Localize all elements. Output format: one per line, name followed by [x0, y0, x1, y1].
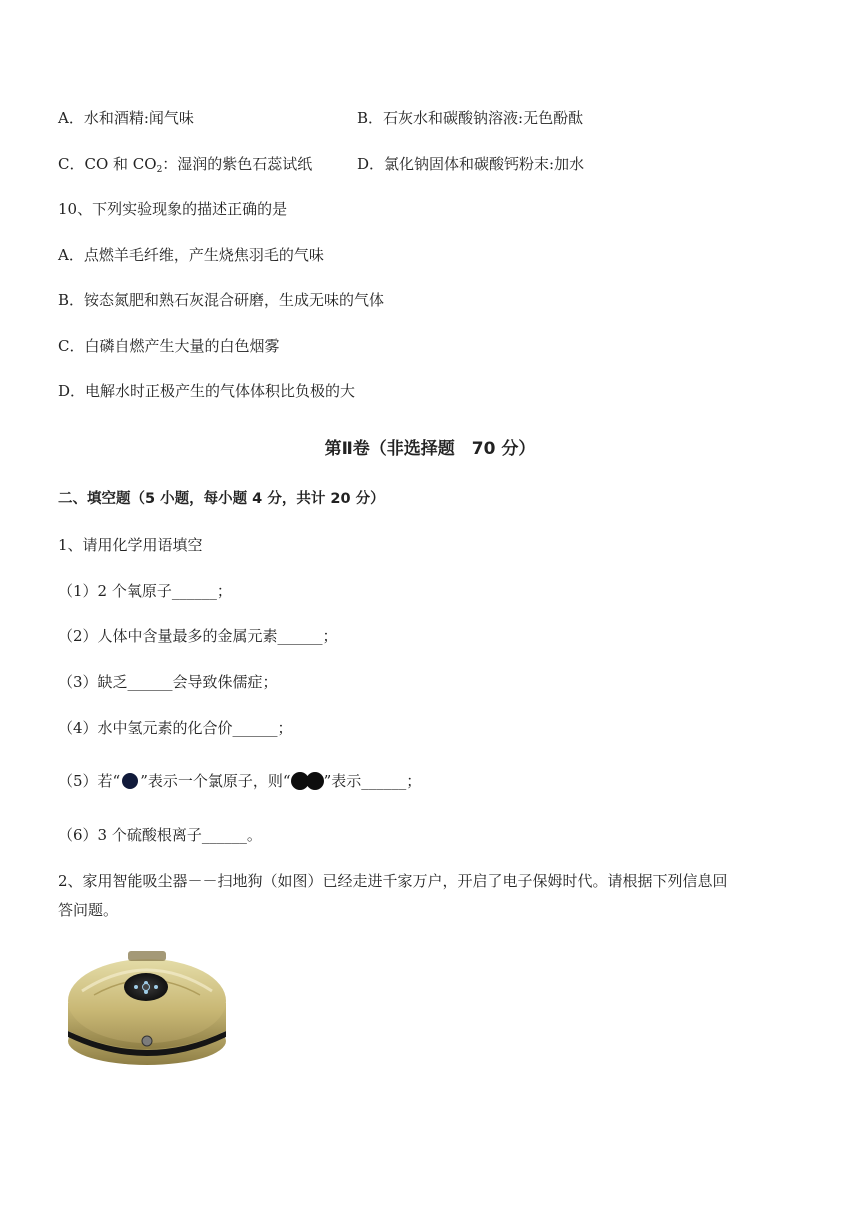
section2-heading: 二、填空题（5 小题，每小题 4 分，共计 20 分） [58, 491, 385, 507]
fill2-stem-line2: 答问题。 [58, 901, 119, 919]
q9-option-c [58, 154, 312, 180]
q9-option-c-subscript: 2 [156, 165, 163, 175]
q9-option-a: A．水和酒精:闻气味 [58, 109, 194, 127]
fill1-stem: 1、请用化学用语填空 [58, 536, 203, 554]
fill1-item2: （2）人体中含量最多的金属元素______； [58, 627, 338, 645]
q10-option-b: B．铵态氮肥和熟石灰混合研磨，生成无味的气体 [58, 291, 385, 309]
q10-option-a: A．点燃羊毛纤维，产生烧焦羽毛的气味 [58, 246, 324, 264]
fill1-item5-part-a: （5）若“ [58, 772, 121, 790]
fill2-stem-line1: 2、家用智能吸尘器－－扫地狗（如图）已经走进千家万户，开启了电子保姆时代。请根据下列信息回 [58, 872, 728, 890]
fill1-item5-part-c: ”表示______； [323, 772, 422, 790]
chlorine-atom-icon [122, 773, 138, 789]
q9-option-c-prefix: C．CO 和 CO [58, 155, 157, 173]
q9-option-b: B．石灰水和碳酸钠溶液:无色酚酞 [357, 109, 584, 127]
q10-option-c: C．白磷自燃产生大量的白色烟雾 [58, 337, 280, 355]
fill1-item5 [58, 771, 421, 791]
robot-vacuum-image [64, 943, 230, 1071]
fill1-item3: （3）缺乏______会导致侏儒症； [58, 673, 278, 691]
fill1-item4: （4）水中氢元素的化合价______； [58, 719, 293, 737]
part2-title: 第Ⅱ卷（非选择题 70 分） [324, 439, 536, 459]
q10-option-d: D．电解水时正极产生的气体体积比负极的大 [58, 382, 356, 400]
fill1-item1: （1）2 个氧原子______； [58, 582, 232, 600]
fill1-item5-part-b: ”表示一个氯原子，则“ [140, 772, 291, 790]
q9-option-d: D．氯化钠固体和碳酸钙粉末:加水 [357, 155, 585, 173]
fill1-item6: （6）3 个硫酸根离子______。 [58, 826, 262, 844]
chlorine-molecule-right-atom-icon [306, 772, 324, 790]
q10-stem: 10、下列实验现象的描述正确的是 [58, 200, 288, 218]
q9-option-c-suffix: ：湿润的紫色石蕊试纸 [162, 155, 313, 173]
